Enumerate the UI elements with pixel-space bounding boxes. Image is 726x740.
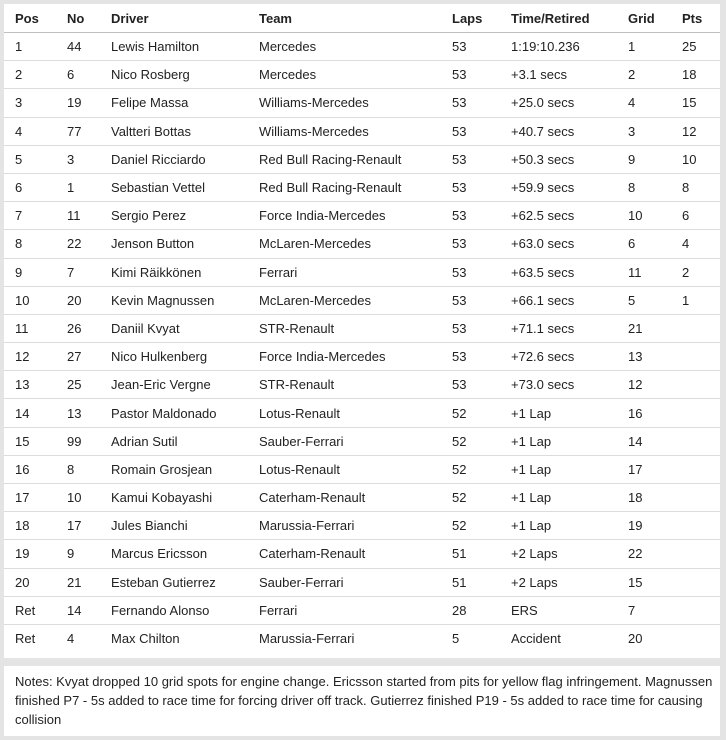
cell-laps: 53 <box>452 314 511 342</box>
table-row <box>4 371 720 399</box>
cell-no: 14 <box>67 596 111 624</box>
table-row <box>4 61 720 89</box>
cell-no: 13 <box>67 399 111 427</box>
cell-pts <box>682 484 720 512</box>
cell-laps: 52 <box>452 399 511 427</box>
cell-grid: 3 <box>628 117 682 145</box>
cell-driver: Jean-Eric Vergne <box>111 371 259 399</box>
cell-time: +50.3 secs <box>511 145 628 173</box>
cell-grid: 8 <box>628 173 682 201</box>
cell-grid: 17 <box>628 455 682 483</box>
cell-time: +25.0 secs <box>511 89 628 117</box>
cell-time: ERS <box>511 596 628 624</box>
table-row <box>4 202 720 230</box>
cell-pts <box>682 314 720 342</box>
cell-time: +62.5 secs <box>511 202 628 230</box>
cell-team: Marussia-Ferrari <box>259 512 452 540</box>
cell-team: Ferrari <box>259 596 452 624</box>
cell-no: 9 <box>67 540 111 568</box>
table-row <box>4 427 720 455</box>
results-body <box>4 33 720 653</box>
header-time: Time/Retired <box>511 4 628 33</box>
cell-time: +40.7 secs <box>511 117 628 145</box>
cell-pts: 8 <box>682 173 720 201</box>
cell-no: 99 <box>67 427 111 455</box>
cell-pos: 19 <box>4 540 67 568</box>
cell-no: 17 <box>67 512 111 540</box>
cell-laps: 53 <box>452 202 511 230</box>
cell-grid: 7 <box>628 596 682 624</box>
cell-no: 11 <box>67 202 111 230</box>
cell-laps: 53 <box>452 286 511 314</box>
table-header-row <box>4 4 720 33</box>
header-team: Team <box>259 4 452 33</box>
cell-laps: 53 <box>452 33 511 61</box>
cell-grid: 19 <box>628 512 682 540</box>
cell-pos: 17 <box>4 484 67 512</box>
cell-driver: Sergio Perez <box>111 202 259 230</box>
cell-no: 4 <box>67 631 75 647</box>
table-row <box>4 230 720 258</box>
cell-no: 6 <box>67 61 111 89</box>
cell-driver: Kimi Räikkönen <box>111 258 259 286</box>
cell-pos: 7 <box>4 202 67 230</box>
cell-pos: 3 <box>4 89 67 117</box>
cell-team: Mercedes <box>259 61 452 89</box>
cell-pos: 10 <box>4 286 67 314</box>
cell-pts: 1 <box>682 286 720 314</box>
cell-time: 1:19:10.236 <box>511 33 628 61</box>
cell-laps: 52 <box>452 512 511 540</box>
cell-driver: Kevin Magnussen <box>111 286 259 314</box>
cell-team: Red Bull Racing-Renault <box>259 145 452 173</box>
cell-pos: 6 <box>4 173 67 201</box>
cell-no: 22 <box>67 230 111 258</box>
table-row <box>4 286 720 314</box>
cell-laps: 53 <box>452 61 511 89</box>
table-row <box>4 314 720 342</box>
cell-team: Force India-Mercedes <box>259 343 452 371</box>
cell-time: +63.0 secs <box>511 230 628 258</box>
cell-team: McLaren-Mercedes <box>259 286 452 314</box>
table-row <box>4 173 720 201</box>
cell-driver: Jules Bianchi <box>111 512 259 540</box>
results-panel <box>4 4 720 658</box>
cell-pos: 20 <box>4 568 67 596</box>
cell-grid: 15 <box>628 568 682 596</box>
cell-grid: 1 <box>628 33 682 61</box>
cell-time: +1 Lap <box>511 455 628 483</box>
cell-driver: Daniel Ricciardo <box>111 145 259 173</box>
cell-team: Force India-Mercedes <box>259 202 452 230</box>
cell-driver: Nico Rosberg <box>111 61 259 89</box>
cell-pos: 16 <box>4 455 67 483</box>
cell-laps: 52 <box>452 455 511 483</box>
cell-pos: 2 <box>4 61 67 89</box>
cell-team: Williams-Mercedes <box>259 117 452 145</box>
cell-no: 10 <box>67 484 111 512</box>
cell-pos: 11 <box>4 314 67 342</box>
cell-team: Ferrari <box>259 258 452 286</box>
cell-driver: Pastor Maldonado <box>111 399 259 427</box>
cell-pts: 18 <box>682 61 720 89</box>
cell-pos: 18 <box>4 512 67 540</box>
cell-pts: 15 <box>682 89 720 117</box>
cell-laps: 53 <box>452 343 511 371</box>
cell-pts <box>682 399 720 427</box>
cell-laps: 53 <box>452 89 511 117</box>
cell-team: STR-Renault <box>259 371 452 399</box>
cell-laps: 53 <box>452 173 511 201</box>
cell-laps: 53 <box>452 145 511 173</box>
cell-grid: 5 <box>628 286 682 314</box>
cell-grid: 11 <box>628 258 682 286</box>
table-row <box>4 33 720 61</box>
cell-time: +63.5 secs <box>511 258 628 286</box>
cell-laps: 51 <box>452 540 511 568</box>
header-pts: Pts <box>682 4 720 33</box>
table-row <box>4 343 720 371</box>
cell-pos: 13 <box>4 371 67 399</box>
table-row <box>4 596 720 624</box>
cell-grid: 22 <box>628 540 682 568</box>
cell-pos: Ret <box>15 631 36 647</box>
cell-team: Mercedes <box>259 33 452 61</box>
table-row <box>4 399 720 427</box>
cell-laps: 52 <box>452 484 511 512</box>
cell-pts: 2 <box>682 258 720 286</box>
cell-driver: Fernando Alonso <box>111 596 259 624</box>
cell-time: +1 Lap <box>511 484 628 512</box>
cell-grid: 16 <box>628 399 682 427</box>
cell-pts <box>682 596 720 624</box>
header-pos: Pos <box>4 4 67 33</box>
cell-time: +59.9 secs <box>511 173 628 201</box>
cell-time: +1 Lap <box>511 512 628 540</box>
cell-grid: 4 <box>628 89 682 117</box>
cell-time: +3.1 secs <box>511 61 628 89</box>
header-laps: Laps <box>452 4 511 33</box>
cell-pos: 1 <box>4 33 67 61</box>
cell-pos: Ret <box>4 596 67 624</box>
table-row <box>4 484 720 512</box>
cell-driver: Daniil Kvyat <box>111 314 259 342</box>
cell-pts: 10 <box>682 145 720 173</box>
cell-time: +71.1 secs <box>511 314 628 342</box>
table-row <box>4 455 720 483</box>
cell-pts <box>682 371 720 399</box>
cell-no: 7 <box>67 258 111 286</box>
cell-team: Sauber-Ferrari <box>259 568 452 596</box>
cell-team: Caterham-Renault <box>259 540 452 568</box>
cell-driver: Marcus Ericsson <box>111 540 259 568</box>
cell-pts <box>682 540 720 568</box>
cell-no: 77 <box>67 117 111 145</box>
cell-team: McLaren-Mercedes <box>259 230 452 258</box>
cell-team: STR-Renault <box>259 314 452 342</box>
cell-pts <box>682 624 720 652</box>
cell-no: 20 <box>67 286 111 314</box>
cell-driver: Valtteri Bottas <box>111 117 259 145</box>
cell-driver: Adrian Sutil <box>111 427 259 455</box>
cell-driver: Kamui Kobayashi <box>111 484 259 512</box>
cell-pts: 25 <box>682 33 720 61</box>
cell-no: 1 <box>67 173 111 201</box>
cell-grid: 18 <box>628 484 682 512</box>
cell-team: Lotus-Renault <box>259 455 452 483</box>
cell-pos: 9 <box>4 258 67 286</box>
cell-laps: 28 <box>452 596 511 624</box>
table-row <box>4 540 720 568</box>
cell-no: 27 <box>67 343 111 371</box>
cell-grid: 14 <box>628 427 682 455</box>
cell-pos: 8 <box>4 230 67 258</box>
cell-driver: Esteban Gutierrez <box>111 568 259 596</box>
cell-grid: 21 <box>628 314 682 342</box>
cell-driver: Lewis Hamilton <box>111 33 259 61</box>
header-no: No <box>67 4 111 33</box>
cell-time: +1 Lap <box>511 427 628 455</box>
cell-team: Lotus-Renault <box>259 399 452 427</box>
cell-time: +2 Laps <box>511 568 628 596</box>
cell-driver: Sebastian Vettel <box>111 173 259 201</box>
cell-no: 8 <box>67 455 111 483</box>
cell-laps: 53 <box>452 258 511 286</box>
cell-pos: 14 <box>4 399 67 427</box>
table-row <box>4 89 720 117</box>
race-notes: Notes: Kvyat dropped 10 grid spots for engine change. Ericsson started from pits for yellow flag infringement. Magnussen finished P7 - 5s added to race time for forcing driver off track. Gutierrez finished P19 - 5s added to race time for causing collision <box>4 666 720 736</box>
cell-no: 44 <box>67 33 111 61</box>
header-driver: Driver <box>111 4 259 33</box>
table-row <box>4 145 720 173</box>
cell-no: 25 <box>67 371 111 399</box>
cell-team: Marussia-Ferrari <box>259 631 355 647</box>
cell-pts: 12 <box>682 117 720 145</box>
cell-team: Red Bull Racing-Renault <box>259 173 452 201</box>
cell-no: 19 <box>67 89 111 117</box>
cell-team: Williams-Mercedes <box>259 89 452 117</box>
cell-laps: 51 <box>452 568 511 596</box>
cell-laps: 53 <box>452 230 511 258</box>
cell-no: 3 <box>67 145 111 173</box>
cell-pos: 12 <box>4 343 67 371</box>
cell-pts: 6 <box>682 202 720 230</box>
cell-driver: Felipe Massa <box>111 89 259 117</box>
cell-grid: 6 <box>628 230 682 258</box>
cell-team: Sauber-Ferrari <box>259 427 452 455</box>
cell-grid: 10 <box>628 202 682 230</box>
table-row <box>4 568 720 596</box>
cell-pos: 15 <box>4 427 67 455</box>
cell-time: +66.1 secs <box>511 286 628 314</box>
cell-time: +73.0 secs <box>511 371 628 399</box>
cell-time: Accident <box>511 631 561 647</box>
cell-time: +72.6 secs <box>511 343 628 371</box>
cell-pts <box>682 455 720 483</box>
race-results-table <box>4 4 720 652</box>
table-row <box>4 512 720 540</box>
cell-grid: 12 <box>628 371 682 399</box>
cell-grid: 13 <box>628 343 682 371</box>
cell-driver: Nico Hulkenberg <box>111 343 259 371</box>
cell-time: +1 Lap <box>511 399 628 427</box>
cell-pts <box>682 512 720 540</box>
header-grid: Grid <box>628 4 682 33</box>
cell-laps: 5 <box>452 631 460 647</box>
cell-driver: Romain Grosjean <box>111 455 259 483</box>
cell-driver: Max Chilton <box>111 631 180 647</box>
cell-no: 26 <box>67 314 111 342</box>
cell-time: +2 Laps <box>511 540 628 568</box>
cell-pts <box>682 343 720 371</box>
cell-pts <box>682 427 720 455</box>
cell-pts <box>682 568 720 596</box>
cell-laps: 53 <box>452 371 511 399</box>
cell-driver: Jenson Button <box>111 230 259 258</box>
table-row <box>4 258 720 286</box>
cell-pts: 4 <box>682 230 720 258</box>
cell-grid: 2 <box>628 61 682 89</box>
cell-grid: 20 <box>628 631 643 647</box>
table-row <box>4 117 720 145</box>
table-row <box>4 624 720 652</box>
cell-no: 21 <box>67 568 111 596</box>
cell-team: Caterham-Renault <box>259 484 452 512</box>
cell-grid: 9 <box>628 145 682 173</box>
cell-laps: 52 <box>452 427 511 455</box>
cell-laps: 53 <box>452 117 511 145</box>
cell-pos: 5 <box>4 145 67 173</box>
cell-pos: 4 <box>4 117 67 145</box>
